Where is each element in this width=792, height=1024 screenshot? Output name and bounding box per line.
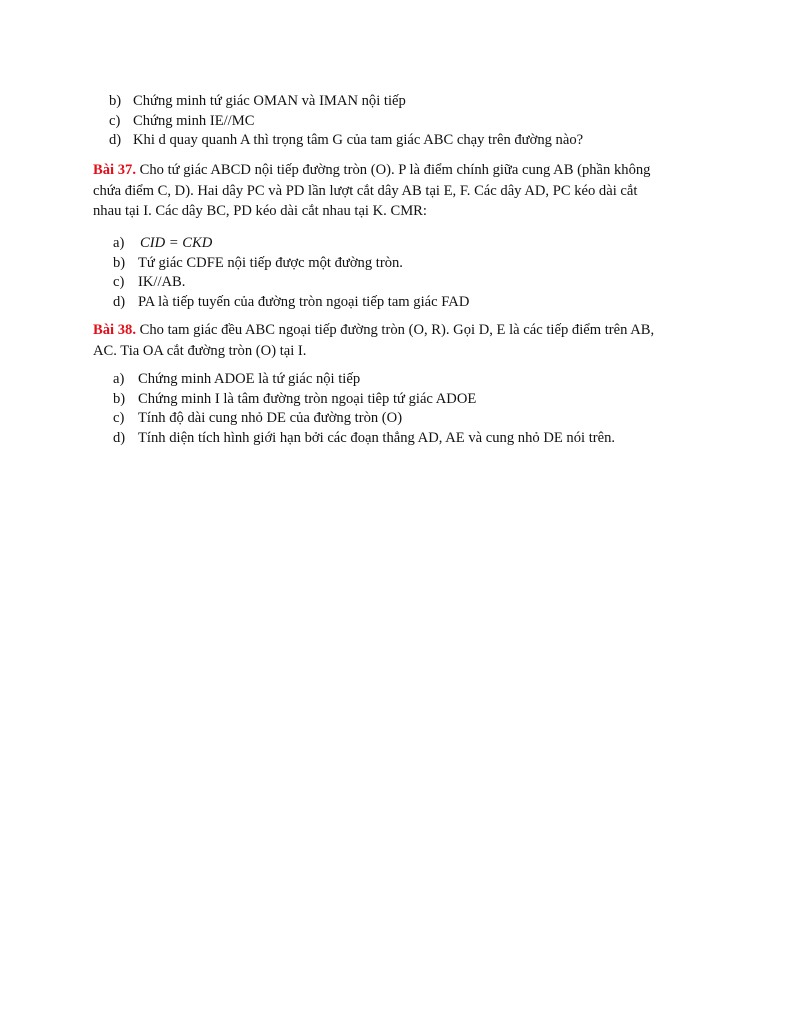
item-label: d) [113, 293, 126, 310]
item-text: Khi d quay quanh A thì trọng tâm G của tam giác ABC chạy trên đường nào? [133, 132, 584, 148]
paragraph-line [93, 320, 703, 341]
paragraph-line: chứa điểm C, D). Hai dây PC và PD lần lượt cắt dây AB tại E, F. Các dây AD, PC kéo dài cắt [93, 182, 638, 199]
item-label: d) [113, 429, 126, 446]
item-label: c) [113, 410, 125, 426]
item-text: Tính độ dài cung nhỏ DE của đường tròn (O) [138, 410, 403, 426]
item-text: Chứng minh ADOE là tứ giác nội tiếp [138, 371, 361, 387]
item-text: IK//AB. [138, 274, 186, 290]
bai37-paragraph [93, 160, 703, 222]
exercise-label: Bài 37. [93, 162, 136, 178]
item-label: d) [109, 132, 122, 148]
item-label: b) [113, 254, 126, 271]
angle-equation: CID = CKD [140, 235, 213, 251]
paragraph-text: Cho tam giác đều ABC ngoại tiếp đường tròn (O, R). Gọi D, E là các tiếp điểm trên AB, [135, 322, 655, 338]
item-label: a) [113, 371, 125, 387]
paragraph-line: nhau tại I. Các dây BC, PD kéo dài cắt nhau tại K. CMR: [93, 203, 427, 219]
item-text: PA là tiếp tuyến của đường tròn ngoại tiếp tam giác FAD [138, 293, 470, 310]
item-text: Tứ giác CDFE nội tiếp được một đường tròn. [138, 254, 403, 271]
item-text: Chứng minh tứ giác OMAN và IMAN nội tiếp [133, 93, 406, 109]
paragraph-line: AC. Tia OA cắt đường tròn (O) tại I. [93, 342, 307, 359]
bai38-paragraph [93, 320, 703, 361]
item-label: b) [113, 390, 126, 407]
item-text: Chứng minh I là tâm đường tròn ngoại tiêp tứ giác ADOE [138, 390, 477, 407]
item-text: Tính diện tích hình giới hạn bởi các đoạn thẳng AD, AE và cung nhỏ DE nói trên. [138, 429, 616, 446]
paragraph-text: Cho tứ giác ABCD nội tiếp đường tròn (O). P là điểm chính giữa cung AB (phần không [135, 162, 651, 178]
item-label: c) [113, 274, 125, 290]
item-label: c) [109, 112, 121, 129]
item-label: a) [113, 235, 125, 251]
exercise-label: Bài 38. [93, 322, 136, 338]
item-text: Chứng minh IE//MC [133, 112, 255, 129]
item-label: b) [109, 93, 122, 109]
paragraph-line [93, 160, 703, 181]
